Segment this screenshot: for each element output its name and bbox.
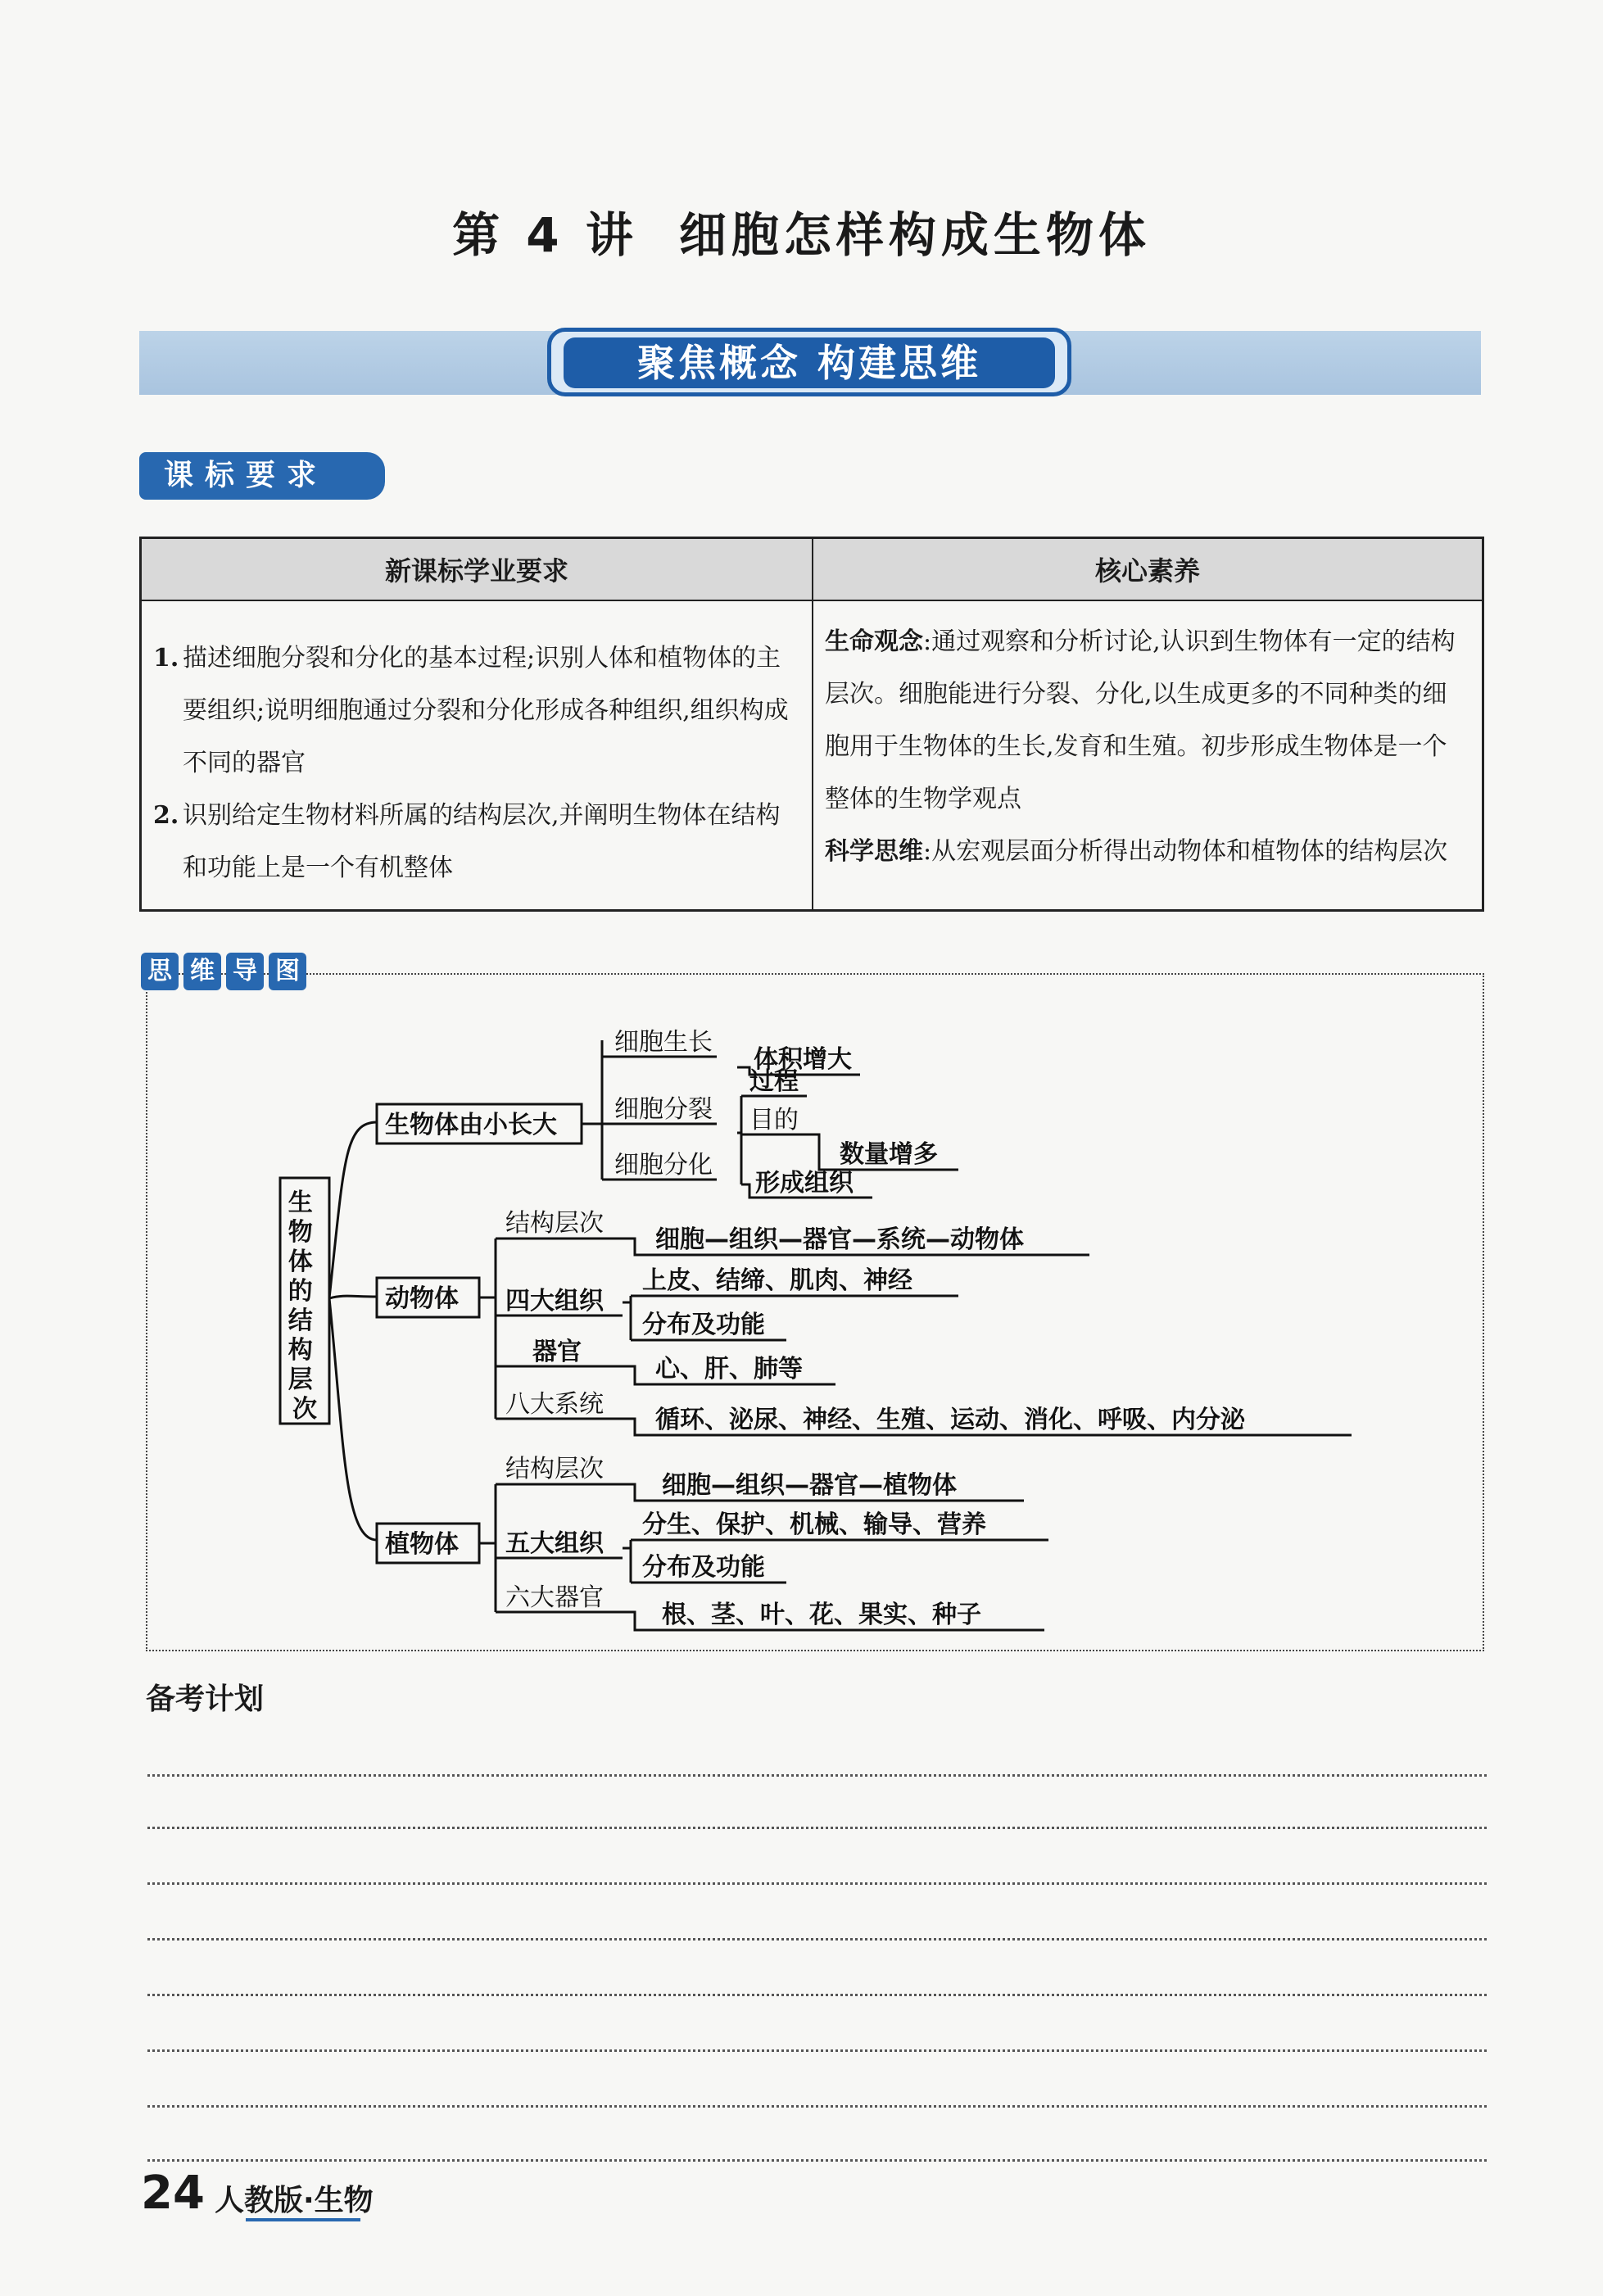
lesson-number: 第 4 讲 xyxy=(452,207,638,263)
node-animal-levels-label: 结构层次 xyxy=(505,1209,604,1238)
study-plan-heading: 备考计划 xyxy=(146,1682,265,1716)
edition-label: 人教版·生物 xyxy=(215,2184,374,2217)
node-animal-systems-label: 八大系统 xyxy=(505,1390,604,1419)
node-plant-levels-label: 结构层次 xyxy=(505,1455,604,1483)
node-animal-systems: 循环、泌尿、神经、生殖、运动、消化、呼吸、内分泌 xyxy=(655,1406,1245,1434)
node-animal-organs: 心、肝、肺等 xyxy=(655,1355,803,1383)
writing-line xyxy=(147,1994,1487,1996)
root-char: 生 xyxy=(288,1189,313,1217)
node-cell-diff: 细胞分化 xyxy=(614,1151,713,1180)
writing-line xyxy=(147,2159,1487,2162)
node-plant-organs: 根、茎、叶、花、果实、种子 xyxy=(662,1601,981,1629)
writing-line xyxy=(147,2105,1487,2108)
node-plant: 植物体 xyxy=(385,1530,459,1559)
node-animal-organs-label: 器官 xyxy=(532,1338,582,1366)
node-plant-tissues-dist: 分布及功能 xyxy=(642,1553,765,1582)
node-animal-tissues-label: 四大组织 xyxy=(505,1287,604,1316)
node-number: 数量增多 xyxy=(840,1140,938,1169)
root-char: 构 xyxy=(288,1336,313,1365)
root-char: 层 xyxy=(288,1365,313,1394)
root-char: 结 xyxy=(288,1307,313,1335)
node-animal-tissues-dist: 分布及功能 xyxy=(642,1311,765,1339)
node-volume: 体积增大 xyxy=(754,1045,852,1074)
node-animal: 动物体 xyxy=(385,1284,459,1313)
writing-line xyxy=(147,1882,1487,1885)
footer-accent-line xyxy=(246,2218,360,2221)
node-animal-levels: 细胞—组织—器官—系统—动物体 xyxy=(655,1225,1024,1254)
table-header-requirements: 新课标学业要求 xyxy=(141,538,813,601)
node-animal-tissues: 上皮、结缔、肌肉、神经 xyxy=(642,1266,912,1295)
node-cell-division: 细胞分裂 xyxy=(614,1095,713,1124)
node-process: 过程 xyxy=(749,1067,799,1096)
writing-line xyxy=(147,1938,1487,1941)
writing-line xyxy=(147,2049,1487,2052)
node-plant-levels: 细胞—组织—器官—植物体 xyxy=(662,1471,957,1500)
table-header-literacy: 核心素养 xyxy=(813,538,1483,601)
node-tissue: 形成组织 xyxy=(755,1169,854,1198)
writing-line xyxy=(147,1827,1487,1829)
lesson-name: 细胞怎样构成生物体 xyxy=(678,207,1151,263)
literacy-item: 科学思维:从宏观层面分析得出动物体和植物体的结构层次 xyxy=(825,837,1448,866)
requirement-item: 2. 识别给定生物材料所属的结构层次,并阐明生物体在结构和功能上是一个有机整体 xyxy=(153,801,781,882)
node-purpose: 目的 xyxy=(749,1106,799,1134)
root-char: 的 xyxy=(288,1277,313,1306)
node-plant-tissues: 分生、保护、机械、输导、营养 xyxy=(642,1510,986,1539)
node-growth: 生物体由小长大 xyxy=(385,1111,557,1139)
root-char: 次 xyxy=(292,1395,317,1424)
section-banner-title: 聚焦概念 构建思维 xyxy=(564,337,1055,388)
mindmap-tag: 思 维 导 图 xyxy=(141,953,306,994)
node-plant-organs-label: 六大器官 xyxy=(505,1583,604,1612)
mindmap-root xyxy=(288,1189,321,1424)
requirement-item: 1. 描述细胞分裂和分化的基本过程;识别人体和植物体的主要组织;说明细胞通过分裂和分化形成各种组织,组织构成不同的器官 xyxy=(153,644,789,777)
literacy-item: 生命观念:通过观察和分析讨论,认识到生物体有一定的结构层次。细胞能进行分裂、分化,以生成更多的不同种类的细胞用于生物体的生长,发育和生殖。初步形成生物体是一个整体的生物学观点 xyxy=(825,627,1456,813)
node-cell-growth: 细胞生长 xyxy=(614,1028,713,1057)
node-plant-tissues-label: 五大组织 xyxy=(505,1529,604,1558)
root-char: 物 xyxy=(288,1218,313,1247)
root-char: 体 xyxy=(288,1248,313,1276)
writing-line xyxy=(147,1774,1487,1777)
curriculum-tag: 课标要求 xyxy=(139,452,385,500)
page-number: 24 xyxy=(141,2167,205,2220)
